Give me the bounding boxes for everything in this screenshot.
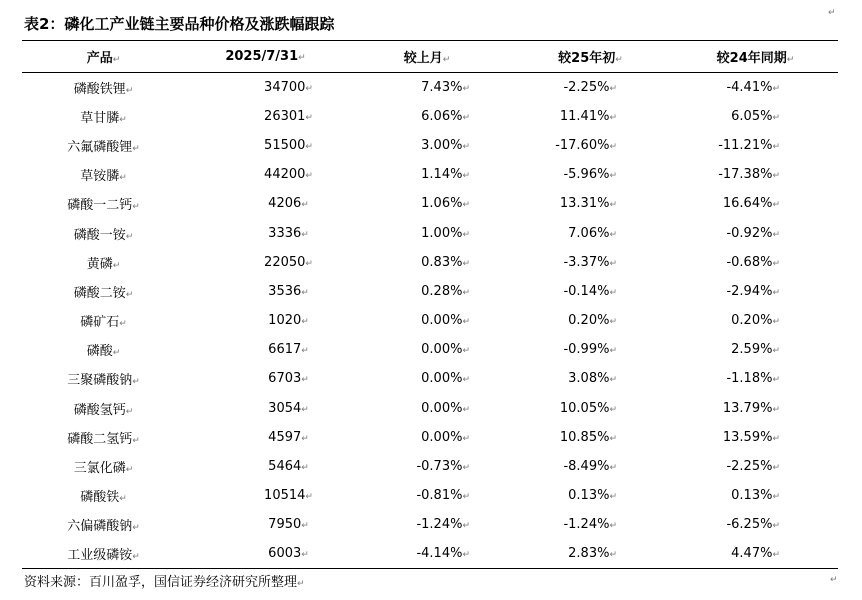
paragraph-mark-icon: ↵ (305, 258, 313, 269)
paragraph-mark-icon: ↵ (772, 521, 780, 532)
paragraph-mark-icon: ↵ (462, 521, 470, 532)
table-row (22, 394, 838, 423)
cell-vs-year-start: 11.41%↵ (559, 108, 617, 124)
paragraph-mark-icon: ↵ (609, 463, 617, 474)
cell-vs-last-month: 0.00%↵ (421, 429, 470, 445)
cell-vs-year-start: 0.13%↵ (568, 488, 617, 504)
table-row (22, 131, 838, 160)
paragraph-mark-icon: ↵ (119, 114, 127, 125)
paragraph-mark-icon: ↵ (301, 550, 309, 561)
cell-vs-last-month: 0.83%↵ (421, 254, 470, 270)
paragraph-mark-icon: ↵ (132, 143, 140, 154)
paragraph-mark-icon: ↵ (462, 433, 470, 444)
cell-product: 磷酸↵ (86, 344, 121, 360)
cell-vs-last-month: -1.24%↵ (416, 517, 470, 533)
cell-product: 磷酸铁锂↵ (73, 81, 134, 97)
paragraph-mark-icon: ↵ (301, 463, 309, 474)
cell-price: 3536↵ (268, 283, 309, 299)
paragraph-mark-icon: ↵ (772, 404, 780, 415)
paragraph-mark-icon: ↵ (462, 258, 470, 269)
table-row (22, 306, 838, 335)
paragraph-mark-icon: ↵ (301, 375, 309, 386)
cell-product: 磷酸氢钙↵ (73, 402, 134, 418)
paragraph-mark-icon: ↵ (462, 229, 470, 240)
paragraph-mark-icon: ↵ (301, 346, 309, 357)
table-row (22, 481, 838, 510)
cell-price: 44200↵ (264, 167, 313, 183)
cell-vs-last-month: 1.00%↵ (421, 225, 470, 241)
cell-product: 磷酸二氢钙↵ (67, 431, 140, 447)
paragraph-mark-icon: ↵ (772, 258, 780, 269)
paragraph-mark-icon: ↵ (462, 171, 470, 182)
paragraph-mark-icon: ↵ (305, 492, 313, 503)
cell-vs-year-start: -0.14%↵ (563, 283, 617, 299)
paragraph-mark-icon: ↵ (772, 171, 780, 182)
paragraph-mark-icon: ↵ (112, 260, 121, 271)
cell-price: 6003↵ (185, 540, 346, 569)
paragraph-mark-icon: ↵ (301, 404, 309, 415)
cell-product: 草甘膦↵ (80, 110, 127, 126)
paragraph-mark-icon: ↵ (830, 575, 838, 585)
paragraph-mark-icon: ↵ (609, 83, 617, 94)
cell-price: 6617↵ (268, 342, 309, 358)
paragraph-mark-icon: ↵ (772, 287, 780, 298)
cell-vs-last-year: 16.64%↵ (722, 196, 780, 212)
paragraph-mark-icon: ↵ (609, 521, 617, 532)
cell-product: 磷酸二铵↵ (73, 285, 134, 301)
cell-vs-last-year: -2.25%↵ (726, 459, 780, 475)
paragraph-mark-icon: ↵ (609, 317, 617, 328)
column-header-vs-last-month: 较上月↵ (346, 41, 508, 73)
table-row (22, 452, 838, 481)
table-row (22, 160, 838, 189)
paragraph-mark-icon: ↵ (442, 55, 451, 65)
paragraph-mark-icon: ↵ (305, 141, 313, 152)
cell-vs-last-month: 7.43%↵ (421, 79, 470, 95)
cell-product: 三聚磷酸钠↵ (67, 373, 140, 389)
column-header-vs-year-start: 较25年初↵ (508, 41, 673, 73)
paragraph-mark-icon: ↵ (609, 550, 617, 561)
column-header-product: 产品↵ (22, 41, 185, 73)
cell-vs-last-year: -0.92%↵ (726, 225, 780, 241)
paragraph-mark-icon: ↵ (828, 8, 836, 18)
table-row (22, 102, 838, 131)
cell-price: 51500↵ (264, 137, 313, 153)
cell-vs-year-start: -5.96%↵ (563, 167, 617, 183)
cell-price: 22050↵ (264, 254, 313, 270)
cell-price: 3054↵ (268, 400, 309, 416)
paragraph-mark-icon: ↵ (462, 463, 470, 474)
paragraph-mark-icon: ↵ (305, 171, 313, 182)
table-row (22, 218, 838, 247)
cell-vs-last-month: 0.00%↵ (421, 342, 470, 358)
cell-price: 1020↵ (268, 313, 309, 329)
cell-vs-year-start: 0.20%↵ (568, 313, 617, 329)
cell-vs-year-start: 10.85%↵ (559, 429, 617, 445)
cell-vs-year-start: -2.25%↵ (563, 79, 617, 95)
paragraph-mark-icon: ↵ (132, 435, 140, 446)
table-row (22, 540, 838, 569)
cell-product: 草铵膦↵ (80, 169, 127, 185)
cell-vs-year-start: 3.08%↵ (568, 371, 617, 387)
price-tracking-table (22, 40, 838, 569)
cell-vs-year-start: -3.37%↵ (563, 254, 617, 270)
paragraph-mark-icon: ↵ (772, 112, 780, 123)
paragraph-mark-icon: ↵ (772, 83, 780, 94)
paragraph-mark-icon: ↵ (301, 317, 309, 328)
paragraph-mark-icon: ↵ (609, 404, 617, 415)
paragraph-mark-icon: ↵ (112, 348, 121, 359)
paragraph-mark-icon: ↵ (772, 229, 780, 240)
paragraph-mark-icon: ↵ (462, 317, 470, 328)
cell-product: 磷矿石↵ (80, 315, 127, 331)
cell-vs-last-month: -0.73%↵ (416, 459, 470, 475)
cell-vs-last-year: 2.59%↵ (731, 342, 780, 358)
cell-price: 3336↵ (268, 225, 309, 241)
paragraph-mark-icon: ↵ (125, 231, 134, 242)
paragraph-mark-icon: ↵ (609, 200, 617, 211)
cell-vs-year-start: -0.99%↵ (563, 342, 617, 358)
cell-price: 10514↵ (264, 488, 313, 504)
paragraph-mark-icon: ↵ (298, 53, 306, 63)
cell-vs-last-year: 13.59%↵ (722, 429, 780, 445)
table-row (22, 277, 838, 306)
cell-vs-last-month: 3.00%↵ (421, 137, 470, 153)
cell-vs-last-month: 0.28%↵ (421, 283, 470, 299)
cell-price: 34700↵ (264, 79, 313, 95)
paragraph-mark-icon: ↵ (119, 319, 127, 330)
cell-product: 磷酸一铵↵ (73, 227, 134, 243)
paragraph-mark-icon: ↵ (132, 523, 140, 534)
paragraph-mark-icon: ↵ (462, 550, 470, 561)
table-row (22, 510, 838, 539)
cell-vs-last-year: -2.94%↵ (726, 283, 780, 299)
paragraph-mark-icon: ↵ (786, 55, 795, 65)
paragraph-mark-icon: ↵ (305, 112, 313, 123)
cell-vs-last-year: 6.05%↵ (731, 108, 780, 124)
cell-product: 三氯化磷↵ (73, 461, 134, 477)
column-header-date: 2025/7/31↵ (185, 41, 346, 73)
cell-vs-last-month: 0.00%↵ (421, 400, 470, 416)
paragraph-mark-icon: ↵ (119, 494, 127, 505)
paragraph-mark-icon: ↵ (772, 200, 780, 211)
paragraph-mark-icon: ↵ (609, 375, 617, 386)
paragraph-mark-icon: ↵ (301, 200, 309, 211)
paragraph-mark-icon: ↵ (132, 202, 140, 213)
cell-product: 工业级磷铵↵ (22, 540, 185, 569)
cell-vs-year-start: -17.60%↵ (555, 137, 617, 153)
paragraph-mark-icon: ↵ (125, 85, 134, 96)
paragraph-mark-icon: ↵ (125, 406, 134, 417)
cell-vs-last-year: 0.13%↵ (731, 488, 780, 504)
cell-vs-year-start: 7.06%↵ (568, 225, 617, 241)
cell-vs-last-year: 0.20%↵ (731, 313, 780, 329)
paragraph-mark-icon: ↵ (609, 492, 617, 503)
cell-vs-last-month: 6.06%↵ (421, 108, 470, 124)
paragraph-mark-icon: ↵ (462, 287, 470, 298)
paragraph-mark-icon: ↵ (132, 552, 140, 563)
table-row (22, 335, 838, 364)
paragraph-mark-icon: ↵ (462, 346, 470, 357)
cell-vs-last-year: 4.47%↵ (673, 540, 838, 569)
cell-vs-last-month: 1.14%↵ (421, 167, 470, 183)
paragraph-mark-icon: ↵ (609, 171, 617, 182)
paragraph-mark-icon: ↵ (301, 433, 309, 444)
paragraph-mark-icon: ↵ (772, 433, 780, 444)
paragraph-mark-icon: ↵ (609, 141, 617, 152)
paragraph-mark-icon: ↵ (301, 521, 309, 532)
cell-vs-last-year: 13.79%↵ (722, 400, 780, 416)
paragraph-mark-icon: ↵ (609, 287, 617, 298)
table-row (22, 73, 838, 102)
paragraph-mark-icon: ↵ (609, 258, 617, 269)
cell-vs-year-start: -8.49%↵ (563, 459, 617, 475)
cell-vs-last-year: -6.25%↵ (726, 517, 780, 533)
table-row (22, 189, 838, 218)
cell-product: 六氟磷酸锂↵ (67, 139, 140, 155)
paragraph-mark-icon: ↵ (112, 55, 121, 65)
cell-product: 六偏磷酸钠↵ (67, 519, 140, 535)
cell-vs-year-start: 13.31%↵ (559, 196, 617, 212)
cell-product: 黄磷↵ (86, 256, 121, 272)
paragraph-mark-icon: ↵ (305, 83, 313, 94)
paragraph-mark-icon: ↵ (772, 317, 780, 328)
cell-price: 5464↵ (268, 459, 309, 475)
table-row (22, 248, 838, 277)
cell-vs-last-month: 0.00%↵ (421, 371, 470, 387)
paragraph-mark-icon: ↵ (772, 375, 780, 386)
cell-vs-last-year: -1.18%↵ (726, 371, 780, 387)
paragraph-mark-icon: ↵ (772, 550, 780, 561)
cell-vs-last-year: -4.41%↵ (726, 79, 780, 95)
paragraph-mark-icon: ↵ (125, 465, 134, 476)
cell-vs-last-month: 0.00%↵ (421, 313, 470, 329)
cell-vs-last-year: -11.21%↵ (718, 137, 780, 153)
table-title (24, 13, 844, 34)
source-note: 资料来源：百川盈孚，国信证券经济研究所整理↵ (24, 575, 305, 590)
paragraph-mark-icon: ↵ (609, 433, 617, 444)
table-row (22, 364, 838, 393)
paragraph-mark-icon: ↵ (772, 463, 780, 474)
paragraph-mark-icon: ↵ (125, 289, 134, 300)
paragraph-mark-icon: ↵ (462, 375, 470, 386)
cell-price: 4206↵ (268, 196, 309, 212)
table-row (22, 423, 838, 452)
cell-price: 6703↵ (268, 371, 309, 387)
table-header-row (22, 41, 838, 73)
cell-vs-last-month: 1.06%↵ (421, 196, 470, 212)
cell-vs-last-year: -17.38%↵ (718, 167, 780, 183)
paragraph-mark-icon: ↵ (462, 83, 470, 94)
cell-vs-year-start: 2.83%↵ (508, 540, 673, 569)
cell-price: 7950↵ (268, 517, 309, 533)
paragraph-mark-icon: ↵ (301, 287, 309, 298)
paragraph-mark-icon: ↵ (462, 404, 470, 415)
cell-vs-year-start: -1.24%↵ (563, 517, 617, 533)
paragraph-mark-icon: ↵ (609, 112, 617, 123)
cell-product: 磷酸铁↵ (80, 490, 127, 506)
paragraph-mark-icon: ↵ (301, 229, 309, 240)
paragraph-mark-icon: ↵ (772, 346, 780, 357)
paragraph-mark-icon: ↵ (119, 173, 127, 184)
column-header-vs-last-year: 较24年同期↵ (673, 41, 838, 73)
cell-vs-last-month: -0.81%↵ (416, 488, 470, 504)
cell-price: 4597↵ (268, 429, 309, 445)
cell-vs-year-start: 10.05%↵ (559, 400, 617, 416)
paragraph-mark-icon: ↵ (462, 112, 470, 123)
paragraph-mark-icon: ↵ (462, 141, 470, 152)
cell-price: 26301↵ (264, 108, 313, 124)
paragraph-mark-icon: ↵ (462, 492, 470, 503)
paragraph-mark-icon: ↵ (772, 492, 780, 503)
paragraph-mark-icon: ↵ (609, 346, 617, 357)
paragraph-mark-icon: ↵ (609, 229, 617, 240)
paragraph-mark-icon: ↵ (615, 55, 623, 65)
table-title-text: 表2：磷化工产业链主要品种价格及涨跌幅跟踪 (24, 15, 335, 33)
cell-vs-last-year: -0.68%↵ (726, 254, 780, 270)
cell-product: 磷酸一二钙↵ (67, 198, 140, 214)
cell-vs-last-month: -4.14%↵ (346, 540, 508, 569)
paragraph-mark-icon: ↵ (132, 377, 140, 388)
paragraph-mark-icon: ↵ (297, 579, 305, 589)
paragraph-mark-icon: ↵ (462, 200, 470, 211)
paragraph-mark-icon: ↵ (772, 141, 780, 152)
